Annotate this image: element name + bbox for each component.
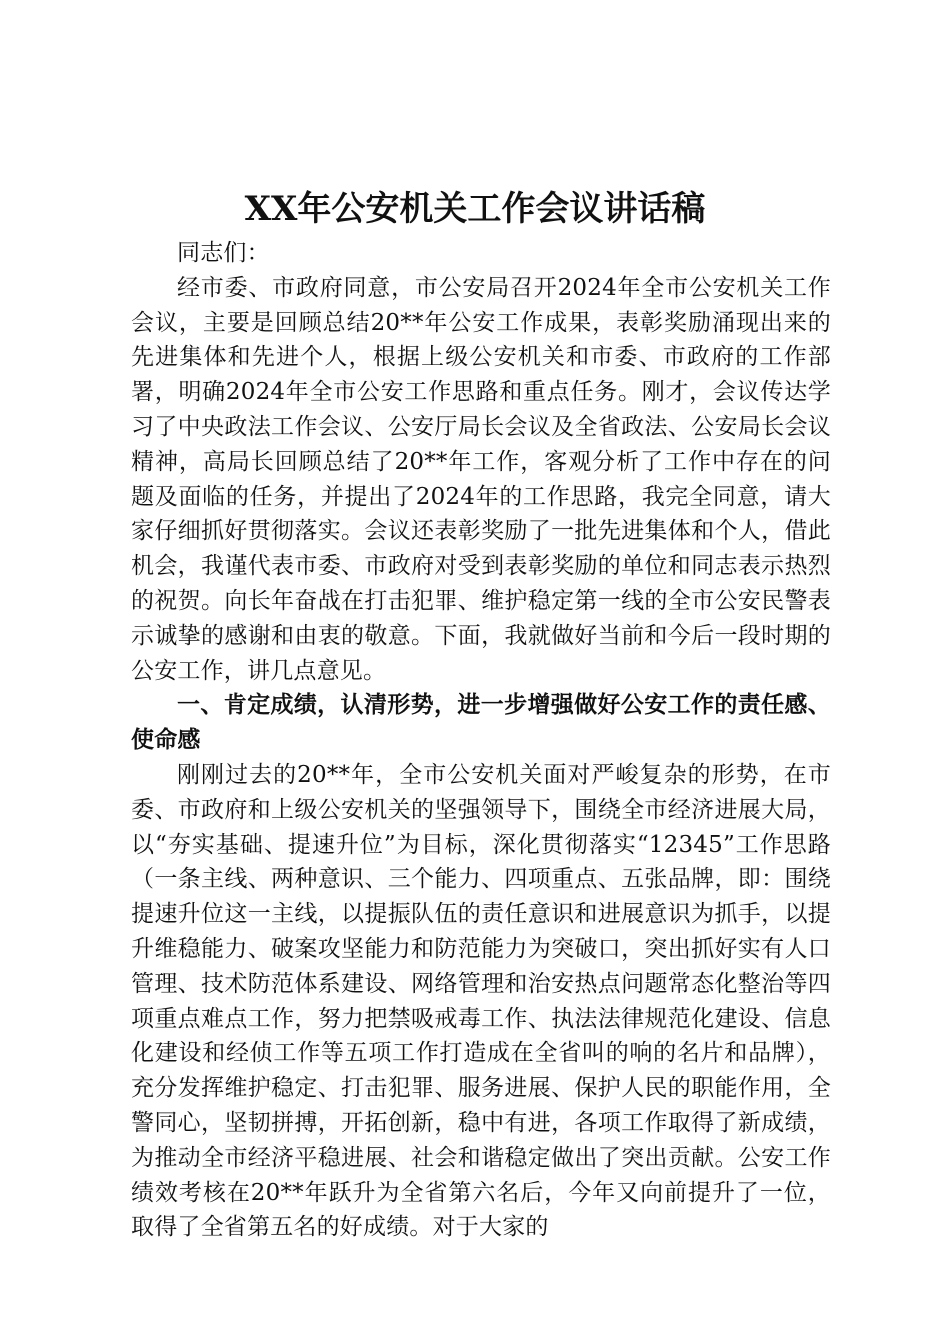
document-title: XX年公安机关工作会议讲话稿 <box>244 189 706 229</box>
document-body <box>131 236 831 1245</box>
paragraph-opening: 经市委、市政府同意，市公安局召开2024年全市公安机关工作会议，主要是回顾总结20**年公安工作成果，表彰奖励涌现出来的先进集体和先进个人，根据上级公安机关和市委、市政府的工作部署，明确2024年全市公安工作思路和重点任务。刚才，会议传达学习了中央政法工作会议、公安厅局长会议及全省政法、公安局长会议精神，高局长回顾总结了20**年工作，客观分析了工作中存在的问题及面临的任务，并提出了2024年的工作思路，我完全同意，请大家仔细抓好贯彻落实。会议还表彰奖励了一批先进集体和个人，借此机会，我谨代表市委、市政府对受到表彰奖励的单位和同志表示热烈的祝贺。向长年奋战在打击犯罪、维护稳定第一线的全市公安民警表示诚挚的感谢和由衷的敬意。下面，我就做好当前和今后一段时期的公安工作，讲几点意见。 <box>131 274 831 684</box>
paragraph-achievements: 刚刚过去的20**年，全市公安机关面对严峻复杂的形势，在市委、市政府和上级公安机关的坚强领导下，围绕全市经济进展大局，以“夯实基础、提速升位”为目标，深化贯彻落实“12345”工作思路（一条主线、两种意识、三个能力、四项重点、五张品牌，即：围绕提速升位这一主线，以提振队伍的责任意识和进展意识为抓手，以提升维稳能力、破案攻坚能力和防范能力为突破口，突出抓好实有人口管理、技术防范体系建设、网络管理和治安热点问题常态化整治等四项重点难点工作，努力把禁吸戒毒工作、执法法律规范化建设、信息化建设和经侦工作等五项工作打造成在全省叫的响的名片和品牌），充分发挥维护稳定、打击犯罪、服务进展、保护人民的职能作用，全警同心，坚韧拼搏，开拓创新，稳中有进，各项工作取得了新成绩，为推动全市经济平稳进展、社会和谐稳定做出了突出贡献。公安工作绩效考核在20**年跃升为全省第六名后，今年又向前提升了一位，取得了全省第五名的好成绩。对于大家的 <box>131 761 831 1241</box>
section-heading-1: 一、肯定成绩，认清形势，进一步增强做好公安工作的责任感、使命感 <box>131 692 831 754</box>
salutation: 同志们： <box>177 240 270 266</box>
